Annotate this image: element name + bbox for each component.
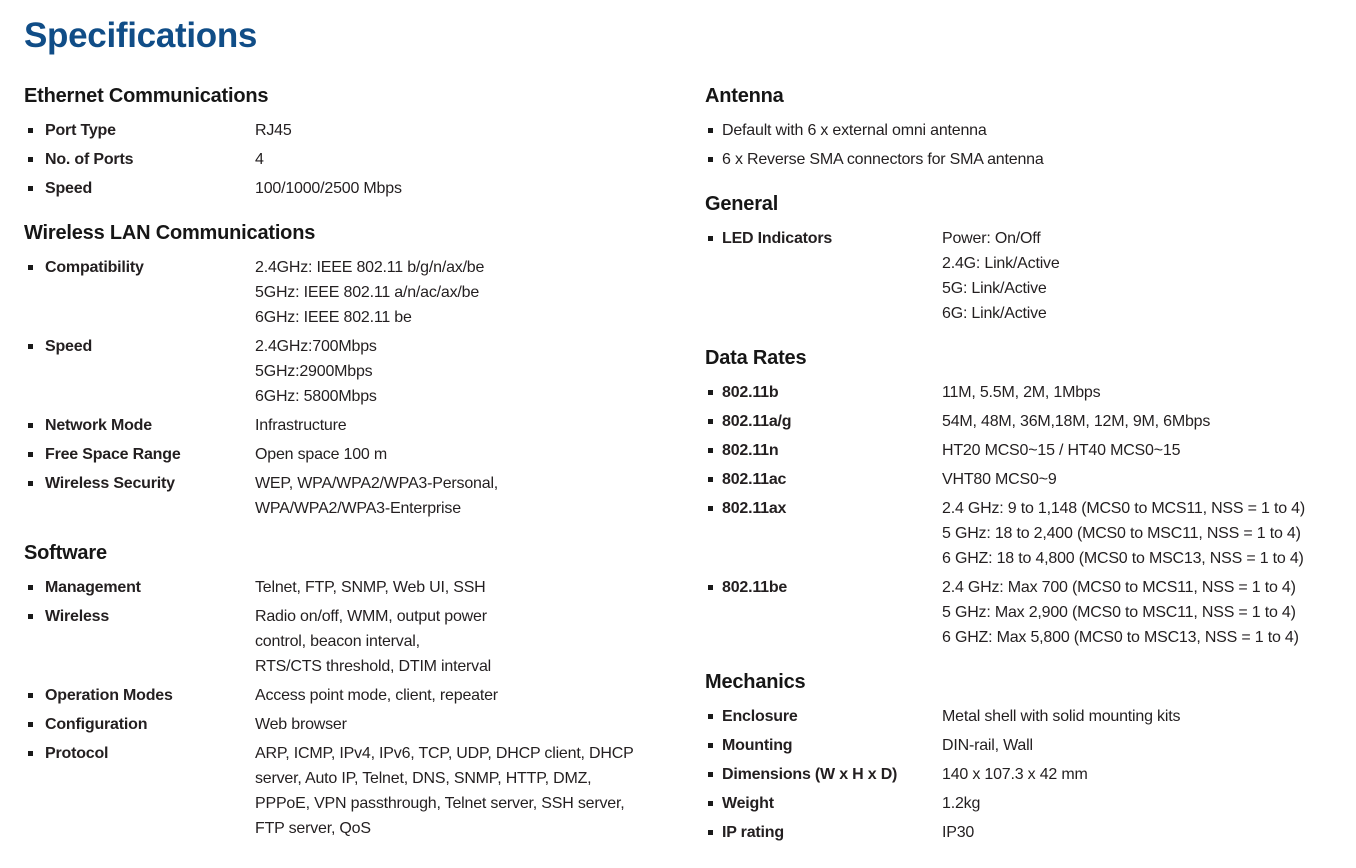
spec-value (942, 496, 1355, 571)
spec-row-port-type (24, 118, 684, 143)
spec-value-line: 11M, 5.5M, 2M, 1Mbps (942, 384, 1101, 401)
spec-value-line: 2.4GHz: IEEE 802.11 b/g/n/ax/be (255, 259, 485, 276)
spec-value-line: 100/1000/2500 Mbps (255, 180, 402, 197)
spec-value-line: 6GHz: 5800Mbps (255, 388, 377, 405)
spec-label: Free Space Range (45, 446, 181, 463)
spec-value-line: 5GHz: IEEE 802.11 a/n/ac/ax/be (255, 284, 480, 301)
spec-value-line: HT20 MCS0~15 / HT40 MCS0~15 (942, 442, 1181, 459)
spec-label: 802.11a/g (722, 413, 792, 430)
spec-value-line: IP30 (942, 824, 975, 841)
spec-value-line: WEP, WPA/WPA2/WPA3-Personal, (255, 475, 499, 492)
spec-label: 802.11ac (722, 471, 787, 488)
spec-value-line: 2.4 GHz: Max 700 (MCS0 to MCS11, NSS = 1 to 4) (942, 579, 1296, 596)
spec-value-line: Metal shell with solid mounting kits (942, 708, 1181, 725)
left-column (24, 76, 684, 849)
spec-value-line: 5 GHz: Max 2,900 (MCS0 to MSC11, NSS = 1 to 4) (942, 604, 1296, 621)
spec-value (942, 380, 1355, 405)
spec-value (942, 762, 1355, 787)
spec-value-line: 6 GHZ: 18 to 4,800 (MCS0 to MSC13, NSS = 1 to 4) (942, 550, 1304, 567)
spec-row-wireless-security (24, 471, 684, 521)
spec-text-line: Default with 6 x external omni antenna (722, 122, 987, 139)
spec-row-free-space-range (24, 442, 684, 467)
spec-value (255, 575, 684, 600)
spec-row-80211be (705, 575, 1355, 650)
spec-value (942, 226, 1355, 326)
spec-value-line: FTP server, QoS (255, 820, 371, 837)
spec-value (255, 683, 684, 708)
spec-text (722, 118, 1355, 143)
spec-row-protocol (24, 741, 684, 841)
bullet-icon (28, 128, 33, 133)
spec-value-line: DIN-rail, Wall (942, 737, 1033, 754)
bullet-icon (708, 419, 713, 424)
bullet-icon (28, 585, 33, 590)
section-heading-wireless-lan-communications: Wireless LAN Communications (24, 222, 316, 244)
spec-text (722, 147, 1355, 172)
spec-value-line: Infrastructure (255, 417, 347, 434)
spec-label: Network Mode (45, 417, 152, 434)
bullet-icon (28, 265, 33, 270)
bullet-icon (28, 693, 33, 698)
spec-row-80211ac (705, 467, 1355, 492)
spec-row-ip-rating (705, 820, 1355, 845)
page-title: Specifications (24, 16, 258, 55)
spec-value-line: ARP, ICMP, IPv4, IPv6, TCP, UDP, DHCP client, DHCP (255, 745, 634, 762)
spec-row-weight (705, 791, 1355, 816)
spec-value (255, 471, 684, 521)
spec-row-wireless-features (24, 604, 684, 679)
spec-value-line: RTS/CTS threshold, DTIM interval (255, 658, 492, 675)
spec-label: Configuration (45, 716, 148, 733)
bullet-icon (708, 477, 713, 482)
bullet-icon (28, 423, 33, 428)
spec-row-compatibility (24, 255, 684, 330)
spec-row-led-indicators (705, 226, 1355, 326)
bullet-icon (708, 506, 713, 511)
bullet-icon (708, 830, 713, 835)
bullet-icon (28, 452, 33, 457)
spec-value-line: VHT80 MCS0~9 (942, 471, 1057, 488)
spec-row-operation-modes (24, 683, 684, 708)
spec-value-line: 6 GHZ: Max 5,800 (MCS0 to MSC13, NSS = 1 to 4) (942, 629, 1299, 646)
spec-label: Port Type (45, 122, 116, 139)
spec-label: 802.11ax (722, 500, 787, 517)
spec-value-line: server, Auto IP, Telnet, DNS, SNMP, HTTP, DMZ, (255, 770, 592, 787)
spec-value (255, 442, 684, 467)
spec-value-line: Radio on/off, WMM, output power (255, 608, 487, 625)
spec-value (942, 791, 1355, 816)
bullet-icon (708, 743, 713, 748)
bullet-icon (28, 751, 33, 756)
spec-label: 802.11be (722, 579, 788, 596)
spec-row-wireless-speed (24, 334, 684, 409)
spec-value-line: RJ45 (255, 122, 292, 139)
spec-value (255, 712, 684, 737)
spec-row-80211ax (705, 496, 1355, 571)
spec-label: Mounting (722, 737, 793, 754)
spec-label: Enclosure (722, 708, 798, 725)
spec-value-line: 5G: Link/Active (942, 280, 1047, 297)
spec-label: Protocol (45, 745, 109, 762)
spec-value (942, 409, 1355, 434)
spec-value (255, 604, 684, 679)
spec-row-configuration (24, 712, 684, 737)
spec-value-line: 4 (255, 151, 264, 168)
spec-bullet-antenna-default (705, 118, 1355, 143)
bullet-icon (28, 186, 33, 191)
bullet-icon (708, 390, 713, 395)
section-heading-software: Software (24, 542, 107, 564)
spec-label: No. of Ports (45, 151, 134, 168)
spec-label: Dimensions (W x H x D) (722, 766, 898, 783)
bullet-icon (708, 801, 713, 806)
spec-text-line: 6 x Reverse SMA connectors for SMA antenna (722, 151, 1044, 168)
spec-value-line: Telnet, FTP, SNMP, Web UI, SSH (255, 579, 486, 596)
bullet-icon (708, 128, 713, 133)
section-heading-antenna: Antenna (705, 85, 784, 107)
section-heading-general: General (705, 193, 779, 215)
columns-container (24, 76, 1346, 849)
spec-value (255, 255, 684, 330)
section-heading-mechanics: Mechanics (705, 671, 806, 693)
spec-bullet-antenna-sma (705, 147, 1355, 172)
spec-value-line: 6GHz: IEEE 802.11 be (255, 309, 412, 326)
spec-label: Compatibility (45, 259, 144, 276)
spec-value-line: 2.4G: Link/Active (942, 255, 1060, 272)
spec-label: Wireless Security (45, 475, 175, 492)
spec-row-dimensions (705, 762, 1355, 787)
spec-value-line: PPPoE, VPN passthrough, Telnet server, SSH server, (255, 795, 625, 812)
spec-value-line: control, beacon interval, (255, 633, 420, 650)
spec-value-line: Power: On/Off (942, 230, 1041, 247)
spec-value-line: WPA/WPA2/WPA3-Enterprise (255, 500, 461, 517)
spec-value-line: 2.4 GHz: 9 to 1,148 (MCS0 to MCS11, NSS = 1 to 4) (942, 500, 1305, 517)
spec-value (255, 741, 684, 841)
bullet-icon (28, 614, 33, 619)
spec-label: Weight (722, 795, 774, 812)
spec-value (942, 575, 1355, 650)
bullet-icon (28, 344, 33, 349)
bullet-icon (28, 157, 33, 162)
spec-label: Management (45, 579, 141, 596)
section-heading-data-rates: Data Rates (705, 347, 807, 369)
spec-row-80211b (705, 380, 1355, 405)
spec-label: Speed (45, 338, 93, 355)
spec-value (255, 413, 684, 438)
spec-value-line: 6G: Link/Active (942, 305, 1047, 322)
spec-row-mounting (705, 733, 1355, 758)
spec-value (942, 438, 1355, 463)
spec-value (942, 820, 1355, 845)
spec-label: 802.11b (722, 384, 779, 401)
spec-value-line: Access point mode, client, repeater (255, 687, 498, 704)
bullet-icon (28, 481, 33, 486)
spec-row-no-of-ports (24, 147, 684, 172)
spec-value-line: 140 x 107.3 x 42 mm (942, 766, 1088, 783)
spec-row-network-mode (24, 413, 684, 438)
spec-row-80211ag (705, 409, 1355, 434)
spec-label: Wireless (45, 608, 110, 625)
spec-value (942, 704, 1355, 729)
spec-label: 802.11n (722, 442, 779, 459)
spec-label: LED Indicators (722, 230, 833, 247)
spec-value (942, 733, 1355, 758)
spec-label: Speed (45, 180, 93, 197)
right-column (705, 76, 1355, 849)
spec-value-line: Web browser (255, 716, 347, 733)
spec-value (255, 147, 684, 172)
section-heading-ethernet-communications: Ethernet Communications (24, 85, 269, 107)
spec-value (255, 118, 684, 143)
spec-row-management (24, 575, 684, 600)
spec-value-line: Open space 100 m (255, 446, 387, 463)
spec-value (942, 467, 1355, 492)
bullet-icon (708, 772, 713, 777)
bullet-icon (708, 236, 713, 241)
spec-value-line: 5GHz:2900Mbps (255, 363, 373, 380)
spec-row-enclosure (705, 704, 1355, 729)
spec-value (255, 334, 684, 409)
spec-value-line: 54M, 48M, 36M,18M, 12M, 9M, 6Mbps (942, 413, 1211, 430)
spec-label: Operation Modes (45, 687, 173, 704)
bullet-icon (708, 448, 713, 453)
spec-label: IP rating (722, 824, 784, 841)
bullet-icon (708, 714, 713, 719)
spec-value-line: 1.2kg (942, 795, 981, 812)
spec-value (255, 176, 684, 201)
spec-value-line: 5 GHz: 18 to 2,400 (MCS0 to MSC11, NSS = 1 to 4) (942, 525, 1301, 542)
bullet-icon (28, 722, 33, 727)
spec-value-line: 2.4GHz:700Mbps (255, 338, 377, 355)
bullet-icon (708, 585, 713, 590)
spec-row-80211n (705, 438, 1355, 463)
bullet-icon (708, 157, 713, 162)
spec-row-ethernet-speed (24, 176, 684, 201)
